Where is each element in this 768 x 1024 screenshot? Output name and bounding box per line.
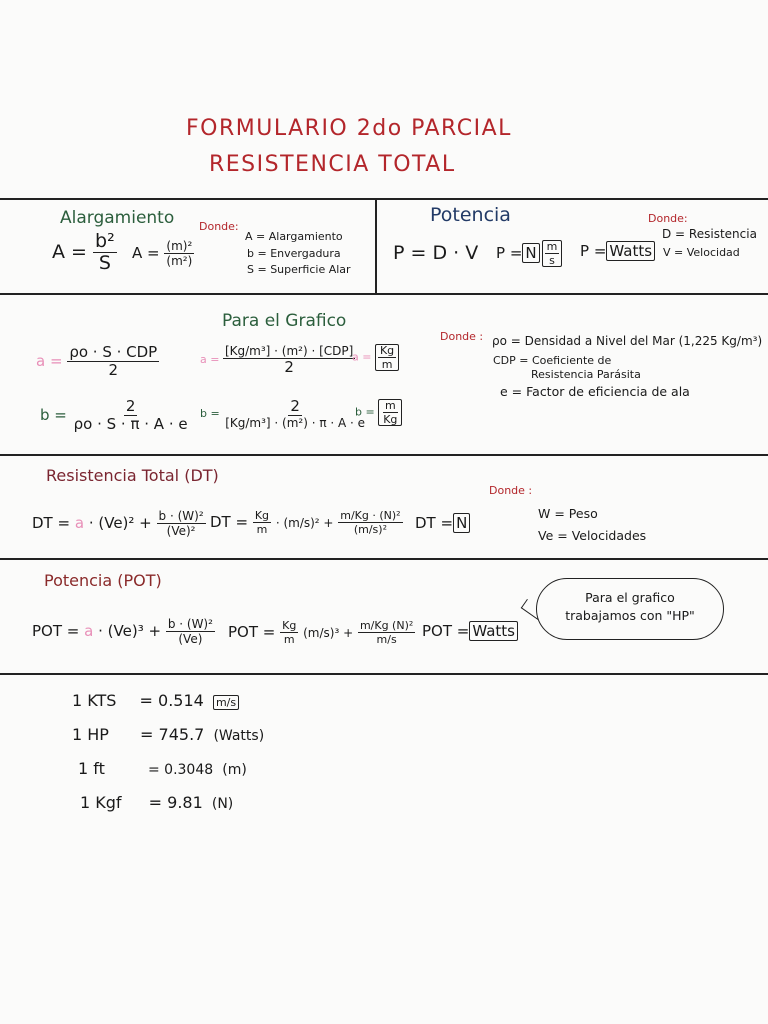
potencia-donde: Donde: — [648, 212, 688, 225]
conversion-row: 1 ft = 0.3048 (m) — [78, 759, 247, 778]
potencia-formula-2: P = N $\frac{m}{s}$ — [496, 240, 562, 267]
potencia-ot-formula-1: POT = a · (Ve)³ + $\frac{\text{b · (W)²}}{(Ve)}$ — [32, 617, 213, 646]
bubble-line-2: trabajamos con "HP" — [565, 608, 695, 623]
resistencia-def-ve: Ve = Velocidades — [538, 528, 647, 543]
resistencia-formula-2: DT = $\frac{Kg}{m}$ · (m/s)² + $\frac{\text{m/Kg · (N)²}}{\text{(m/s)²}}$ — [210, 509, 401, 536]
grafico-def-cdp: CDP = Coeficiente de — [493, 354, 612, 367]
potencia-def-d: D = Resistencia — [662, 227, 757, 241]
resistencia-formula-3: DT = N — [415, 516, 470, 531]
divider — [0, 673, 768, 675]
potencia-ot-formula-3: POT = Watts — [422, 624, 518, 639]
potencia-formula-3: P = Watts — [580, 244, 655, 259]
alargamiento-def-b: b = Envergadura — [247, 247, 341, 260]
grafico-a-formula: a = $\frac{\text{ρo · S · CDP}}{2}$ — [36, 343, 158, 379]
grafico-b-units: b = $\frac{2}{\text{[Kg/m³] · (m²) · π · A · e}}$ — [200, 397, 366, 430]
alargamiento-def-a: A = Alargamiento — [245, 230, 343, 243]
divider — [0, 293, 768, 295]
potencia-ot-title: Potencia (POT) — [44, 571, 162, 590]
title-line-1: FORMULARIO 2do PARCIAL — [186, 116, 512, 141]
grafico-def-cdp-2: Resistencia Parásita — [531, 368, 641, 381]
alargamiento-units: A = $\frac{\text{(m)²}}{\text{(m²)}}$ — [132, 239, 193, 268]
resistencia-formula-1: DT = a · (Ve)² + $\frac{\text{b · (W)²}}{\text{(Ve)²}}$ — [32, 509, 204, 538]
grafico-title: Para el Grafico — [222, 311, 347, 331]
divider — [0, 558, 768, 560]
grafico-a-units: a = $\frac{\text{[Kg/m³] · (m²) · [CDP]}}{2}$ — [200, 344, 354, 376]
grafico-b-formula: b = $\frac{2}{\rho o \cdot S \cdot \pi \cdot A \cdot e}$ — [40, 397, 188, 433]
resistencia-def-w: W = Peso — [538, 506, 598, 521]
grafico-a-result: a = $\frac{Kg}{m}$ — [352, 344, 399, 371]
grafico-def-e: e = Factor de eficiencia de ala — [500, 384, 690, 399]
speech-bubble — [536, 578, 724, 640]
title-line-2: RESISTENCIA TOTAL — [209, 152, 456, 177]
potencia-ot-formula-2: POT = $\frac{Kg}{m}$ (m/s)³ + $\frac{\text{m/Kg (N)²}}{m/s}$ — [228, 619, 414, 646]
bubble-line-1: Para el grafico — [585, 590, 675, 605]
potencia-title: Potencia — [430, 204, 511, 226]
grafico-b-result: b = $\frac{m}{Kg}$ — [355, 399, 402, 426]
alargamiento-def-s: S = Superficie Alar — [247, 263, 351, 276]
conversion-row: 1 Kgf = 9.81 (N) — [80, 793, 234, 812]
grafico-def-rho: ρo = Densidad a Nivel del Mar (1,225 Kg/m³) — [492, 334, 763, 348]
alargamiento-title: Alargamiento — [60, 208, 175, 228]
potencia-def-v: V = Velocidad — [663, 246, 740, 259]
resistencia-donde: Donde : — [489, 484, 533, 497]
alargamiento-donde: Donde: — [199, 220, 239, 233]
alargamiento-formula: A = $\frac{\text{b²}}{S}$ — [52, 230, 115, 274]
divider — [0, 198, 768, 200]
divider-vertical — [375, 198, 377, 294]
grafico-donde: Donde : — [440, 330, 484, 343]
potencia-formula-1: P = D · V — [393, 242, 479, 264]
resistencia-title: Resistencia Total (DT) — [46, 466, 219, 485]
divider — [0, 454, 768, 456]
conversion-row: 1 KTS = 0.514 m/s — [72, 693, 239, 709]
conversion-row: 1 HP = 745.7 (Watts) — [72, 725, 265, 744]
